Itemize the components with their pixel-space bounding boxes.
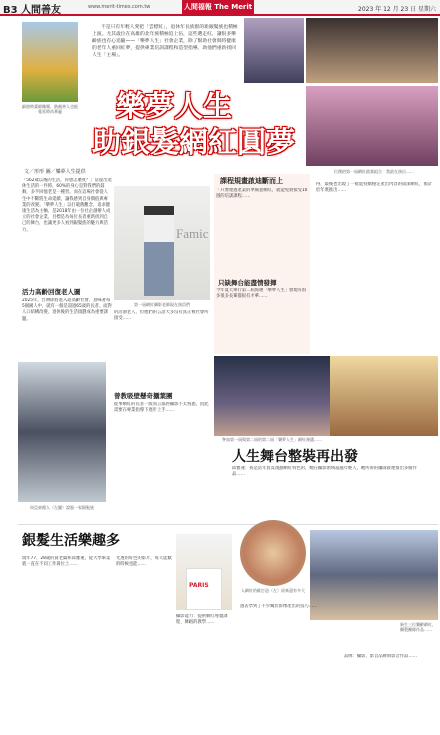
newspaper-logo: 人間福報 The Merit Times: [182, 0, 254, 14]
headline-line-2: 助銀髮網紅圓夢: [92, 125, 296, 159]
photo-left: [18, 362, 106, 502]
article-col-9: 過去學到了不少關於影像產出的技巧……: [240, 604, 318, 609]
headline: [92, 84, 302, 159]
photo-top-right-c: [306, 86, 438, 166]
photo-left-caption: 周亞東總人（左圖）說服一家銀髮族: [30, 505, 94, 510]
article-col-10: 品牌：攝影、影音品牌與影音作品……: [344, 654, 418, 659]
page-header: [0, 0, 440, 25]
intro-paragraph: 不是只有年輕人愛把「雲標紅」，退休年長族群的新銀髮族也積極上演。尤其歲位在高雄的北年族積極追上伍，這些選走紅，讓很多樂齡族也有心追隨——「樂夢人生」社會企業，除了幫助社會與時健康的老年人重回紅夢，提供專業培訓課程和造型指導，助他們重新找回人生「主場」。: [92, 25, 238, 58]
fashion-model-figure: [144, 206, 174, 296]
photo-middle: [114, 186, 210, 300]
issue-date: 2023 年 12 月 23 日 星期六: [358, 6, 436, 13]
article-col-3b: 今年夏天舉行第二屆海選「樂夢人生」發現有很多很多長輩都很有才華……: [216, 288, 307, 300]
article-col-2a: 的活潑老人，但他們的言語大多沒有真正被社會所接受……: [114, 310, 209, 322]
headline-line-1: 樂夢人生: [116, 89, 233, 123]
photo-top-right-caption: 位創的第一屆網紅啟業組合：我最在演出……: [334, 169, 414, 174]
photo-group-caption: 參加第一屆與第二屆的第二屆「樂夢人生」網紅複選……: [222, 437, 322, 442]
subheading-4: 銀髮生活樂趣多: [22, 533, 120, 549]
byline: 文／形形 圖／樂夢人生提供: [24, 169, 86, 175]
site-url: www.merit-times.com.tw: [88, 4, 151, 10]
article-col-8: 攝影能力：提供網紅導覽課程、舞蹈的教學……: [176, 614, 228, 626]
photo-bottom-caption: 新生三位樂齡網紅，攝製團隊作品……: [400, 622, 436, 632]
paris-shirt-text: PARIS: [189, 582, 209, 589]
photo-middle-text: Famic: [176, 226, 209, 241]
subheading-1: 活力高齡回復老人圖: [22, 288, 81, 296]
photo-group: [214, 356, 330, 436]
section-label: B3 人間善友: [3, 5, 62, 16]
photo-circle: [240, 520, 306, 586]
article-col-6: 現年77、28歲的資老闆和邱雅蓮，從大學畢業就一直在不同工作崗位上……: [22, 556, 111, 568]
subheading-2: 曾教吸壁懸奇攝葉團: [114, 392, 173, 400]
photo-middle-caption: 第一屆網紅攝影老師現在演員們: [134, 302, 190, 307]
photo-paris-caption: 人網紅的歐打造（左）原來還有多大: [241, 588, 305, 593]
article-col-7: 光透的好色的影片，每天能數的時候也能……: [116, 556, 172, 568]
headline-2: 人生舞台整裝再出發: [232, 449, 358, 465]
photo-top-right-a: [244, 18, 304, 83]
program-title: 課程規畫啟迪斷而上: [220, 177, 283, 185]
photo-top-left-caption: 細遊時畫師陳鳳、熱顏善人也能蔓延時尚華麗: [22, 104, 78, 114]
bottom-divider: [18, 524, 438, 525]
article-col-1b: 2025年，台灣即將進入超高齡社會，意味著每5個國人中，就有一個是超過65歲的長者。面對人口結構改變，退休後的生活規劃成為重要課題。: [22, 298, 112, 322]
program-box: [214, 174, 310, 354]
photo-top-left: [22, 22, 78, 102]
photo-top-right-b: [306, 18, 438, 83]
subheading-3: 只缺舞台能盡情發揮: [218, 279, 277, 287]
article-col-2b: 從事網紅的長者一般而言都對攝影不太熟悉，因此需要在專業指導下逐步上手……: [114, 402, 209, 414]
article-col-5: 邱雅蓮：我是當年負責規劃網紅特色的，她在攝影領域超越年輕人，她所帶的團隊接連推出多個作品……: [232, 466, 417, 478]
photo-paris: [176, 534, 232, 610]
article-col-3a: 「只要連過產業的準備並網紅，就能免費接受10週的培訓課程……: [216, 188, 308, 200]
article-col-1a: 「562歲以後的生活，你想怎麼度？」當提出退休生活的一件時，60%的身心是對我們的鼓舞，多半回憶老是一種習。而在這場社會從人生中不斷將生命延續，讓我感到自身價值與專業的改變。「樂夢人生」以打破舊觀念，追求健康生活為主軸，是2018年由一位社企創辦人成立的社會企業，目標是為每位長者重新找到自己的舞台，也讓更多人看到銀髮族的魅力與活力。: [22, 178, 112, 233]
article-col-4a: 得，最後也出現了一批能持續穩定產出內容的資深網紅，預計於年底推出……: [316, 182, 433, 194]
paris-shirt: [186, 568, 222, 610]
photo-right-mid: [330, 356, 438, 436]
